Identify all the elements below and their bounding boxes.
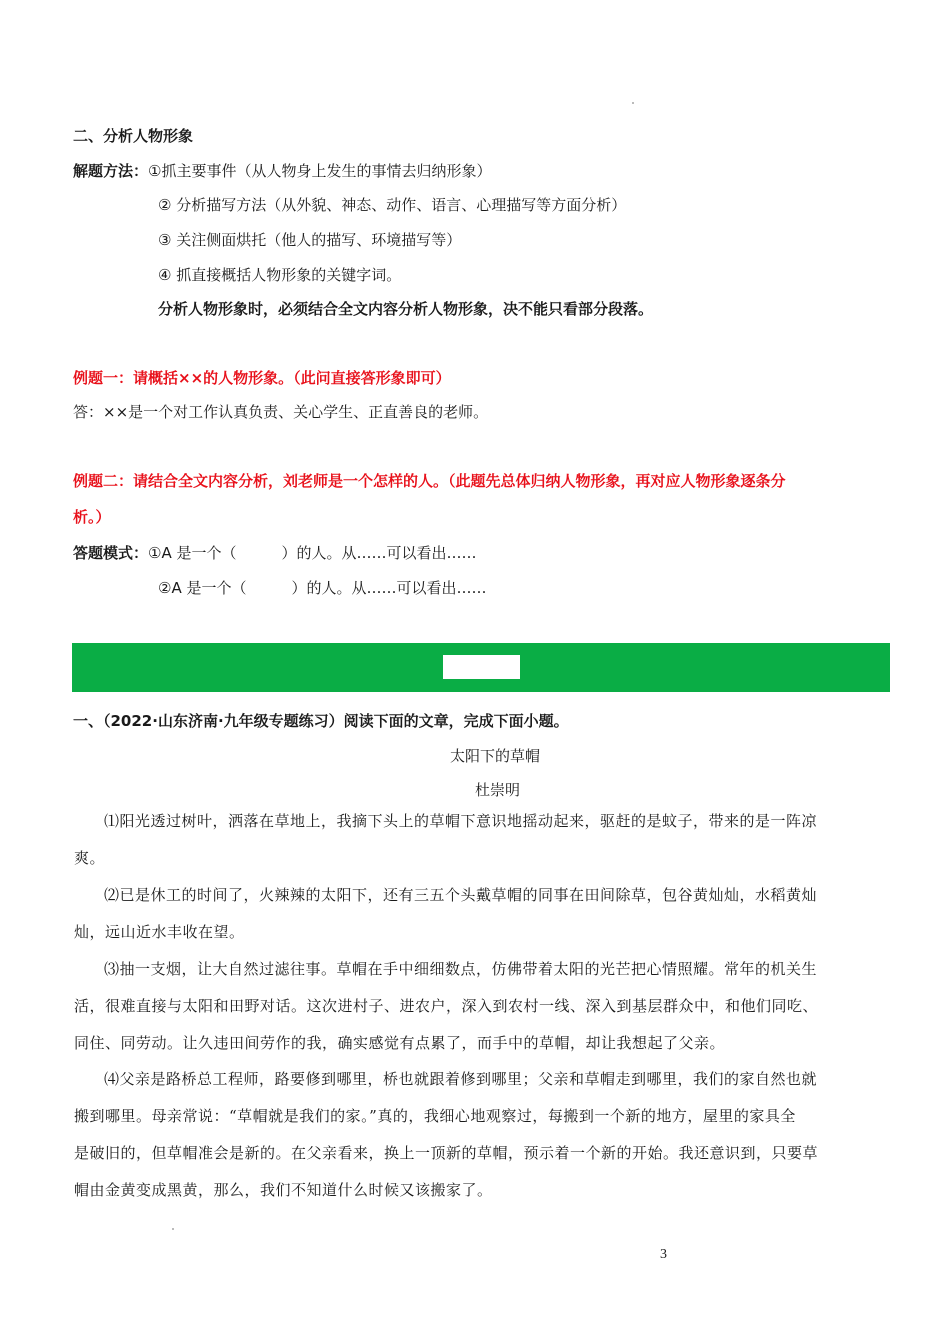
- banner-label-box: [443, 655, 520, 679]
- method-label: 解题方法：: [73, 162, 149, 180]
- article-paragraph-1: [74, 803, 894, 877]
- example2-question-line2: 析。）: [73, 508, 111, 526]
- answer-pattern-row-1: [73, 542, 477, 563]
- example1-question: 例题一：请概括××的人物形象。（此问直接答形象即可）: [73, 369, 451, 387]
- paragraph-3-line-1: ⑶抽一支烟，让大自然过滤往事。草帽在手中细细数点，仿佛带着太阳的光芒把心情照耀。常年的机关生: [104, 960, 818, 978]
- paragraph-4-line-1: ⑷父亲是路桥总工程师，路要修到哪里，桥也就跟着修到哪里；父亲和草帽走到哪里，我们的家自然也就: [104, 1070, 818, 1088]
- paragraph-4-line-4: 帽由金黄变成黑黄，那么，我们不知道什么时候又该搬家了。: [74, 1181, 493, 1199]
- method-item-2: ② 分析描写方法（从外貌、神态、动作、语言、心理描写等方面分析）: [158, 196, 627, 214]
- article-title: 太阳下的草帽: [450, 747, 541, 765]
- answer-pattern-1: ①A 是一个（ ）的人。从……可以看出……: [148, 544, 477, 562]
- section-banner: [72, 643, 890, 692]
- example2-question-line1: 例题二：请结合全文内容分析，刘老师是一个怎样的人。（此题先总体归纳人物形象，再对应人物形象逐条分: [73, 472, 786, 490]
- method-item-3: ③ 关注侧面烘托（他人的描写、环境描写等）: [158, 231, 462, 249]
- article-paragraph-4: [74, 1061, 894, 1209]
- page-number: 3: [660, 1247, 667, 1262]
- answer-pattern-2: ②A 是一个（ ）的人。从……可以看出……: [158, 579, 487, 597]
- method-row-1: [73, 160, 491, 181]
- paragraph-3-line-3: 同住、同劳动。让久违田间劳作的我，确实感觉有点累了，而手中的草帽，却让我想起了父亲。: [74, 1034, 726, 1052]
- exercise-heading: 一、（2022·山东济南·九年级专题练习）阅读下面的文章，完成下面小题。: [73, 712, 569, 730]
- answer-pattern-label: 答题模式：: [73, 544, 149, 562]
- paragraph-2-line-1: ⑵已是休工的时间了，火辣辣的太阳下，还有三五个头戴草帽的同事在田间除草，包谷黄灿灿，水稻黄灿: [104, 886, 818, 904]
- article-paragraph-2: [74, 877, 894, 951]
- method-note: 分析人物形象时，必须结合全文内容分析人物形象，决不能只看部分段落。: [158, 300, 654, 318]
- article-author: 杜崇明: [475, 781, 521, 799]
- paragraph-2-line-2: 灿，远山近水丰收在望。: [74, 923, 245, 941]
- method-item-1: ①抓主要事件（从人物身上发生的事情去归纳形象）: [148, 162, 492, 180]
- paragraph-3-line-2: 活，很难直接与太阳和田野对话。这次进村子、进农户，深入到农村一线、深入到基层群众中，和他们同吃、: [74, 997, 819, 1015]
- article-paragraph-3: [74, 951, 894, 1062]
- example1-answer: 答：××是一个对工作认真负责、关心学生、正直善良的老师。: [73, 403, 489, 421]
- paragraph-4-line-2: 搬到哪里。母亲常说：“草帽就是我们的家。”真的，我细心地观察过，每搬到一个新的地方，屋里的家具全: [74, 1107, 796, 1125]
- paragraph-4-line-3: 是破旧的，但草帽准会是新的。在父亲看来，换上一顶新的草帽，预示着一个新的开始。我还意识到，只要草: [74, 1144, 819, 1162]
- section-title: 二、分析人物形象: [73, 127, 194, 145]
- method-item-4: ④ 抓直接概括人物形象的关键字词。: [158, 266, 402, 284]
- paragraph-1-line-1: ⑴阳光透过树叶，洒落在草地上，我摘下头上的草帽下意识地摇动起来，驱赶的是蚊子，带来的是一阵凉: [104, 812, 818, 830]
- paragraph-1-line-2: 爽。: [74, 849, 106, 867]
